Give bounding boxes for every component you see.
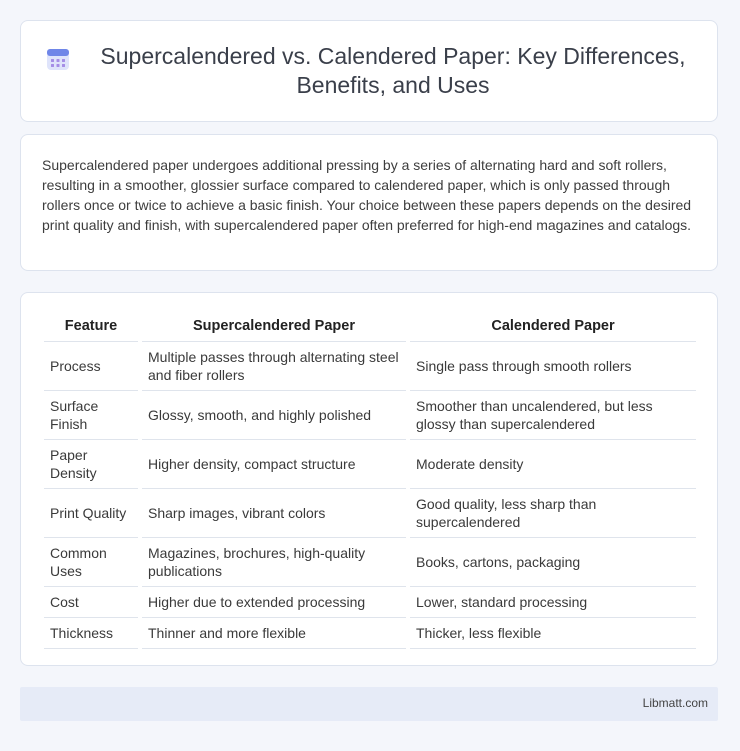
column-header-supercalendered: Supercalendered Paper — [142, 311, 406, 342]
table-cell: Process — [44, 342, 138, 391]
table-cell: Glossy, smooth, and highly polished — [142, 391, 406, 440]
intro-paragraph: Supercalendered paper undergoes additional pressing by a series of alternating hard and soft rollers, resulting in a smoother, glossier surface compared to calendered paper, which is only passed through rollers once or twice to achieve a basic finish. Your choice between these papers depends on the desired print quality and finish, with supercalendered paper often preferred for high-end magazines and catalogs. — [42, 157, 692, 233]
table-cell: Lower, standard processing — [410, 587, 696, 618]
page-title: Supercalendered vs. Calendered Paper: Key Differences, Benefits, and Uses — [100, 43, 686, 98]
column-header-calendered: Calendered Paper — [410, 311, 696, 342]
comparison-table-card — [20, 292, 718, 666]
comparison-table — [40, 311, 700, 649]
table-cell: Thinner and more flexible — [142, 618, 406, 649]
table-row — [44, 538, 696, 587]
table-cell: Thicker, less flexible — [410, 618, 696, 649]
table-cell: Cost — [44, 587, 138, 618]
table-cell: Multiple passes through alternating steel and fiber rollers — [142, 342, 406, 391]
table-cell: Paper Density — [44, 440, 138, 489]
table-row — [44, 618, 696, 649]
table-row — [44, 342, 696, 391]
table-cell: Smoother than uncalendered, but less glossy than supercalendered — [410, 391, 696, 440]
table-cell: Higher density, compact structure — [142, 440, 406, 489]
table-cell: Print Quality — [44, 489, 138, 538]
table-cell: Common Uses — [44, 538, 138, 587]
table-cell: Good quality, less sharp than supercalendered — [410, 489, 696, 538]
table-cell: Single pass through smooth rollers — [410, 342, 696, 391]
table-cell: Higher due to extended processing — [142, 587, 406, 618]
table-cell: Surface Finish — [44, 391, 138, 440]
table-row — [44, 489, 696, 538]
table-row — [44, 391, 696, 440]
intro-card — [20, 134, 718, 271]
table-cell: Books, cartons, packaging — [410, 538, 696, 587]
calendar-icon — [45, 46, 71, 72]
table-cell: Moderate density — [410, 440, 696, 489]
header-card — [20, 20, 718, 122]
footer-brand-link[interactable]: Libmatt.com — [642, 696, 708, 710]
table-header-row — [44, 311, 696, 342]
table-cell: Thickness — [44, 618, 138, 649]
table-row — [44, 587, 696, 618]
table-cell: Magazines, brochures, high-quality publications — [142, 538, 406, 587]
column-header-feature: Feature — [44, 311, 138, 342]
footer-bar — [20, 687, 718, 721]
table-cell: Sharp images, vibrant colors — [142, 489, 406, 538]
table-row — [44, 440, 696, 489]
